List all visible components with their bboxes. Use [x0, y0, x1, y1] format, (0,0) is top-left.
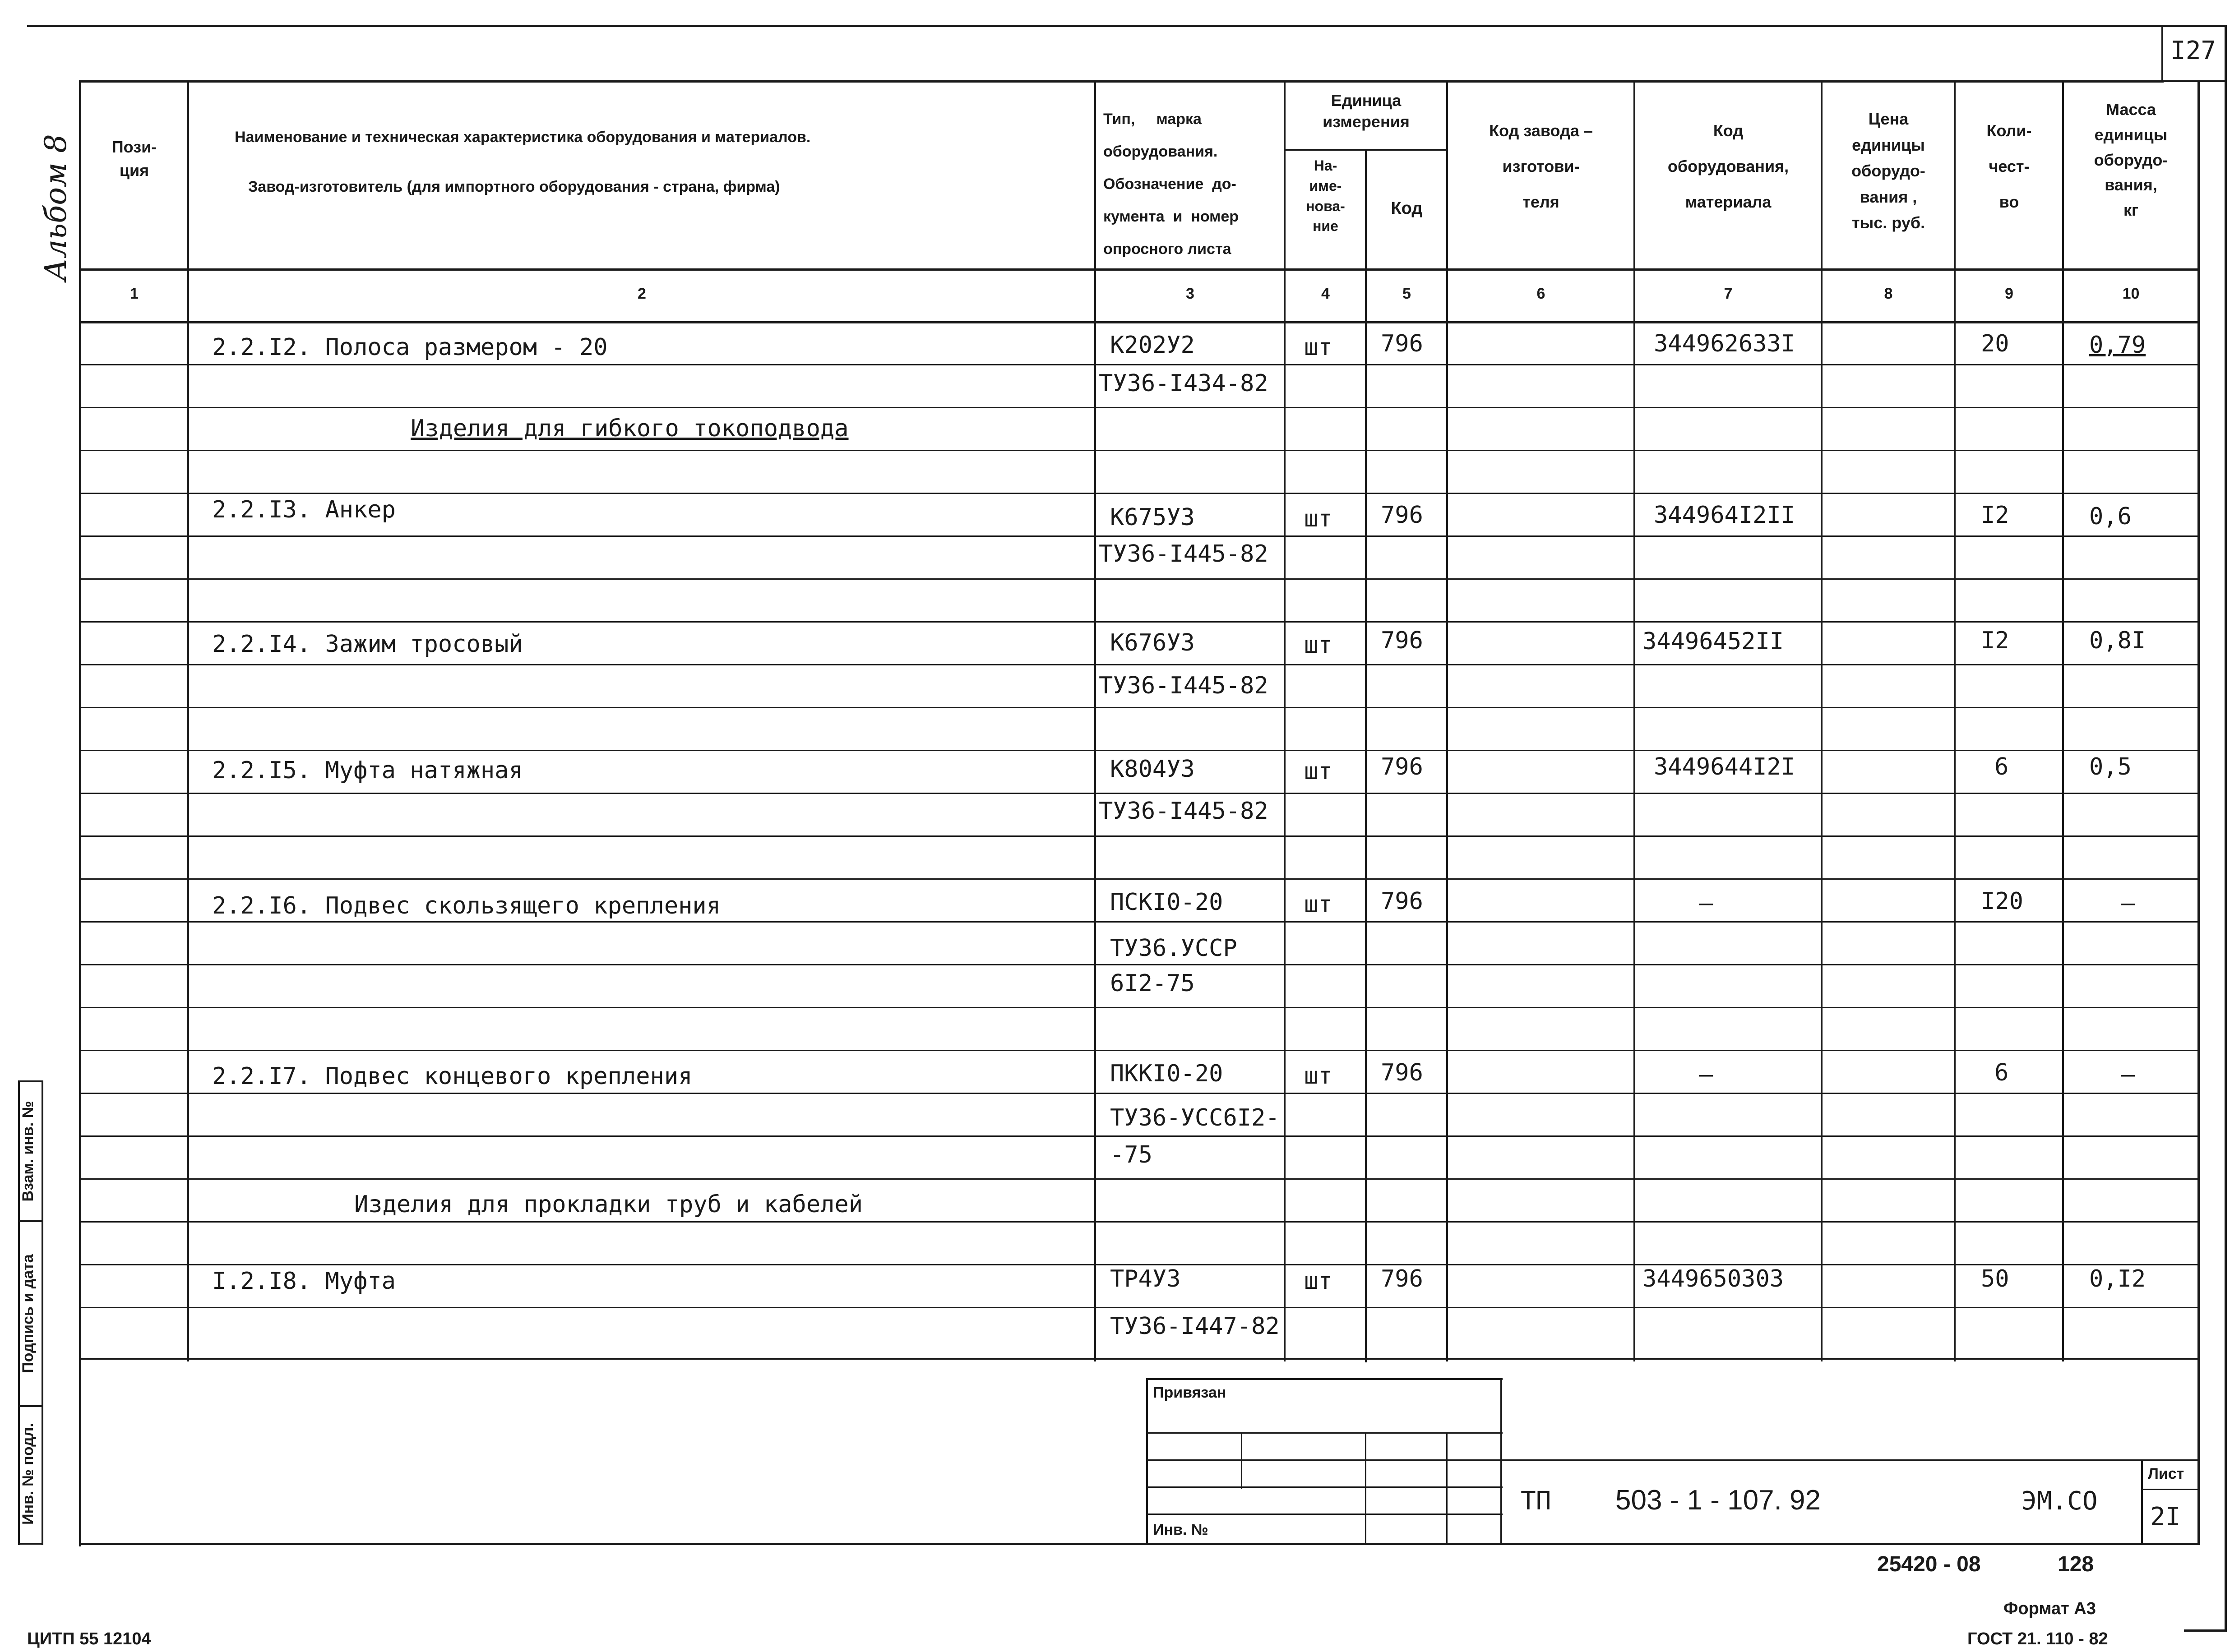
row-unit-code: 796	[1381, 627, 1423, 654]
row-unit-code: 796	[1381, 330, 1423, 357]
row-type-doc: ТУ36-УСС6I2-	[1110, 1104, 1280, 1131]
col-num-9: 9	[2005, 285, 2013, 302]
footer-ctp: ЦИТП 55 12104	[27, 1629, 151, 1648]
row-qty: I20	[1981, 888, 2023, 915]
row-unit-code: 796	[1381, 888, 1423, 915]
stamp-doc-prefix: ТП	[1521, 1486, 1551, 1516]
stamp-privyazan: Привязан	[1153, 1384, 1226, 1401]
row-mass: 0,6	[2089, 503, 2132, 530]
row-qty: 20	[1981, 330, 2009, 357]
row-type: ПККI0-20	[1110, 1060, 1223, 1087]
section-heading: Изделия для гибкого токоподвода	[411, 415, 849, 442]
col-num-8: 8	[1884, 285, 1893, 302]
stamp-doc-suffix: ЭМ.СО	[2022, 1486, 2098, 1516]
row-pos-name: 2.2.I7. Подвес концевого крепления	[212, 1063, 693, 1090]
row-pos-name: 2.2.I2. Полоса размером - 20	[212, 334, 608, 361]
col-num-7: 7	[1724, 285, 1733, 302]
row-unit: шт	[1304, 758, 1332, 785]
row-pos-name: 2.2.I4. Зажим тросовый	[212, 631, 523, 658]
col-num-10: 10	[2122, 285, 2140, 302]
row-unit-code: 796	[1381, 502, 1423, 529]
header-equip-code: Код оборудования, материала	[1667, 121, 1789, 212]
row-type: ТР4У3	[1110, 1265, 1181, 1292]
row-type: ПСКI0-20	[1110, 889, 1223, 916]
row-mass: 0,I2	[2089, 1265, 2146, 1292]
row-qty: I2	[1981, 627, 2009, 654]
col-num-4: 4	[1321, 285, 1330, 302]
stamp-doc-code: 503 - 1 - 107. 92	[1615, 1485, 1821, 1516]
row-qty: 6	[1994, 1059, 2009, 1086]
outer-frame-top	[27, 25, 2227, 27]
col-num-2: 2	[638, 285, 646, 302]
row-mass: –	[2121, 1061, 2135, 1088]
row-type: К675У3	[1110, 504, 1195, 531]
row-type-doc: ТУ36.УССР	[1110, 935, 1237, 962]
row-qty: I2	[1981, 502, 2009, 529]
header-price: Цена единицы оборудо- вания , тыс. руб.	[1851, 110, 1925, 232]
row-type: К804У3	[1110, 756, 1195, 783]
header-name-line2: Завод-изготовитель (для импортного оборудования - страна, фирма)	[248, 178, 780, 195]
outer-frame-bottom	[2184, 1629, 2227, 1632]
col-num-1: 1	[130, 285, 139, 302]
row-type-doc: ТУ36-I445-82	[1099, 798, 1268, 825]
stamp-list-label: Лист	[2148, 1465, 2184, 1482]
col-num-6: 6	[1536, 285, 1545, 302]
table-top	[79, 80, 2164, 83]
footer-gost: ГОСТ 21. 110 - 82	[1967, 1629, 2108, 1648]
header-unit-name: На- име- нова- ние	[1306, 157, 1345, 235]
row-equip-code: 344964I2II	[1654, 502, 1795, 529]
sheet-number-top: I27	[2170, 36, 2216, 65]
row-unit-code: 796	[1381, 753, 1423, 780]
row-type-doc: ТУ36-I447-82	[1110, 1313, 1280, 1340]
row-pos-name: 2.2.I3. Анкер	[212, 496, 396, 523]
row-type-doc: ТУ36-I434-82	[1099, 370, 1268, 397]
row-unit: шт	[1304, 334, 1332, 361]
side-podpis-data: Подпись и дата	[19, 1254, 37, 1373]
row-mass: 0,8I	[2089, 627, 2146, 654]
header-unit-code: Код	[1391, 199, 1423, 218]
row-pos-name: I.2.I8. Муфта	[212, 1268, 396, 1295]
side-vzam-inv: Взам. инв. №	[19, 1101, 37, 1202]
row-type-doc: ТУ36-I445-82	[1099, 540, 1268, 568]
outer-frame-right	[2225, 25, 2227, 1631]
album-label: Альбом 8	[38, 134, 73, 281]
col-num-5: 5	[1402, 285, 1411, 302]
header-quantity: Коли- чест- во	[1986, 121, 2032, 212]
footer-order-no: 25420 - 08	[1877, 1552, 1981, 1576]
footer-format: Формат А3	[2003, 1599, 2096, 1618]
header-unit-group: Единица измерения	[1323, 91, 1410, 131]
row-equip-code: –	[1699, 1061, 1713, 1088]
row-unit-code: 796	[1381, 1059, 1423, 1086]
row-unit: шт	[1304, 1268, 1332, 1295]
header-plant-code: Код завода – изготови- теля	[1489, 121, 1593, 212]
row-qty: 6	[1994, 753, 2009, 780]
col-num-3: 3	[1186, 285, 1194, 302]
row-type-doc-cont: -75	[1110, 1141, 1152, 1168]
row-pos-name: 2.2.I6. Подвес скользящего крепления	[212, 892, 721, 919]
row-pos-name: 2.2.I5. Муфта натяжная	[212, 757, 523, 784]
row-type-doc-cont: 6I2-75	[1110, 970, 1195, 997]
row-unit-code: 796	[1381, 1265, 1423, 1292]
row-type: К202У2	[1110, 332, 1195, 359]
row-mass: –	[2121, 890, 2135, 917]
row-unit: шт	[1304, 632, 1332, 659]
row-equip-code: 3449644I2I	[1654, 753, 1795, 780]
row-unit: шт	[1304, 505, 1332, 532]
header-mass: Масса единицы оборудо- вания, кг	[2094, 100, 2168, 220]
row-unit: шт	[1304, 1062, 1332, 1089]
header-type: Тип, марка оборудования. Обозначение до- кумента и номер опросного листа	[1103, 111, 1239, 258]
footer-page-no: 128	[2058, 1552, 2094, 1576]
row-type: К676У3	[1110, 629, 1195, 656]
row-equip-code: 3449650303	[1642, 1265, 1784, 1292]
stamp-list-no: 2I	[2150, 1502, 2181, 1532]
row-type-doc: ТУ36-I445-82	[1099, 672, 1268, 699]
table-bottom	[79, 1543, 2200, 1545]
header-name-line1: Наименование и техническая характеристика оборудования и материалов.	[235, 129, 811, 146]
stamp-inv-no: Инв. №	[1153, 1521, 1208, 1538]
row-qty: 50	[1981, 1265, 2009, 1292]
side-inv-podl: Инв. № подл.	[19, 1423, 37, 1525]
row-mass: 0,79	[2089, 332, 2146, 359]
row-equip-code: –	[1699, 890, 1713, 917]
header-position: Пози- ция	[111, 138, 157, 180]
row-mass: 0,5	[2089, 753, 2132, 780]
row-unit: шт	[1304, 891, 1332, 918]
row-equip-code: 344962633I	[1654, 330, 1795, 357]
section-heading: Изделия для прокладки труб и кабелей	[354, 1191, 863, 1218]
row-equip-code: 34496452II	[1642, 628, 1784, 655]
